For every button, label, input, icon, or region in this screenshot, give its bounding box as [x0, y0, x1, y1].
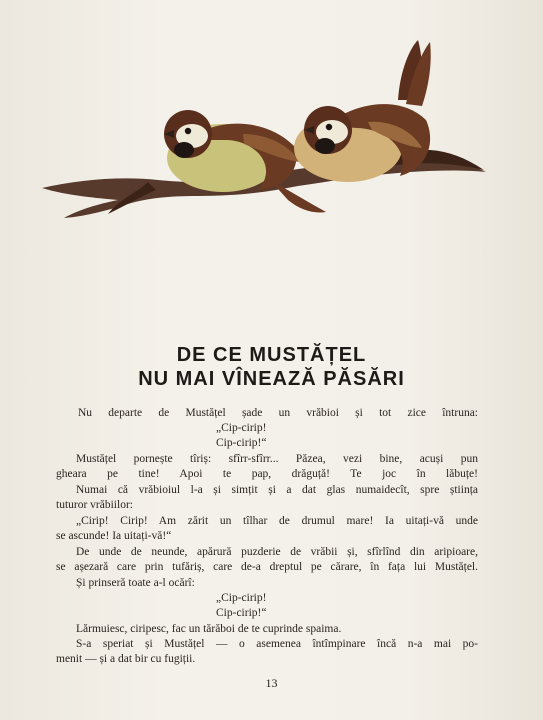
- paragraph-line: Lărmuiesc, ciripesc, fac un tărăboi de te cuprinde spaima.: [76, 623, 342, 635]
- story-title-line-1: DE CE MUSTĂȚEL: [176, 344, 367, 366]
- paragraph-line: se ascunde! Ia uitați-vă!“: [56, 530, 172, 542]
- paragraph-line: Mustățel pornește tîriș: sfîrr-sfîrr... Păzea, vezi bine, acuși pun: [76, 453, 478, 465]
- paragraph-line: „Cirip! Cirip! Am zărit un tîlhar de drumul mare! Ia uitați-vă unde: [76, 515, 478, 527]
- paragraph-line: S-a speriat și Mustățel — o asemenea întîmpinare încă n-a mai po-: [76, 638, 478, 650]
- paragraph-line: Nu departe de Mustățel șade un vrăbioi și tot zice întruna:: [78, 407, 478, 419]
- story-title-line-2: NU MAI VÎNEAZĂ PĂSĂRI: [138, 368, 405, 390]
- paragraph-line: Cip-cirip!“: [216, 437, 267, 449]
- page-number: 13: [265, 676, 278, 690]
- paragraph-line: „Cip-cirip!: [216, 592, 267, 604]
- paragraph-line: „Cip-cirip!: [216, 422, 267, 434]
- paragraph-line: gheara pe tine! Apoi te pap, drăguță! Te joc în lăbuțe!: [56, 468, 478, 480]
- paragraph-line: De unde de neunde, apărură puzderie de vrăbii și, sfîrlînd din aripioare,: [76, 546, 478, 558]
- paragraph-line: menit — și a dat bir cu fugiții.: [56, 653, 196, 665]
- paragraph-line: se așezară care prin tufăriș, care de-a dreptul pe cărare, în fața lui Mustățel.: [56, 561, 478, 573]
- paragraph-line: tuturor vrăbiilor:: [56, 499, 133, 511]
- paragraph-line: Numai că vrăbioiul l-a și simțit și a dat glas numaidecît, spre știința: [76, 484, 478, 496]
- paragraph-line: Și prinseră toate a-l ocărî:: [76, 577, 195, 589]
- right-sparrow: [294, 40, 431, 182]
- sparrows-illustration: [38, 30, 490, 222]
- paragraph-line: Cip-cirip!“: [216, 607, 267, 619]
